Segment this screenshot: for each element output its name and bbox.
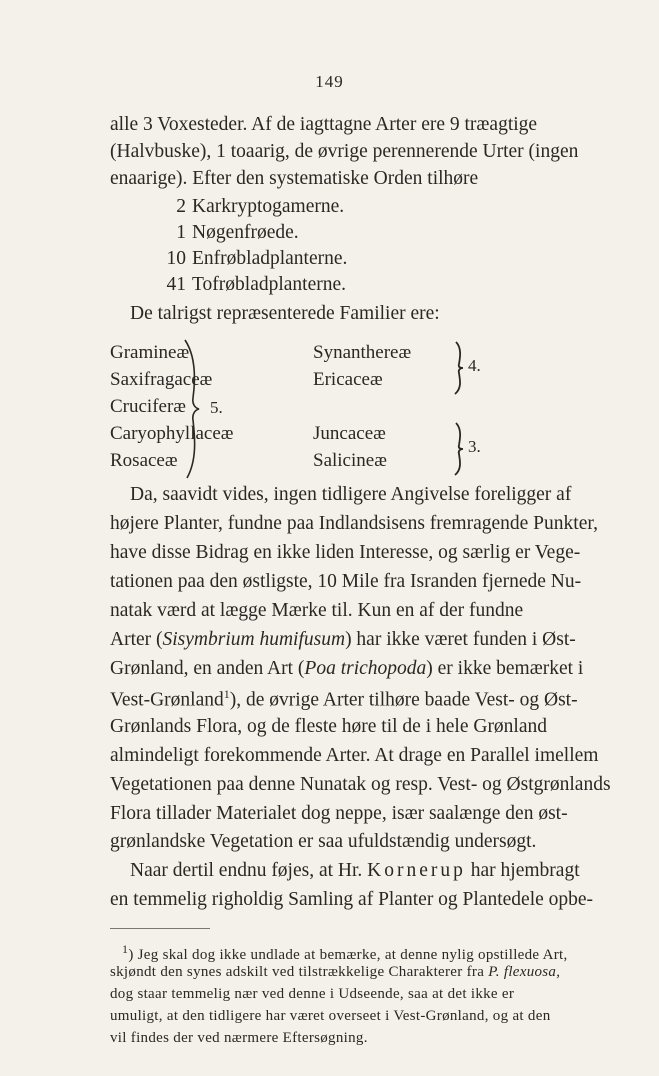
family-name: Cruciferæ xyxy=(110,396,186,417)
intro-line-1: alle 3 Voxesteder. Af de iagttagne Arter ere 9 træagtige xyxy=(110,114,538,135)
count-number: 10 xyxy=(166,248,186,269)
paragraph-line: Grønlands Flora, og de fleste høre til de i hele Grønland xyxy=(110,716,548,737)
family-name: Gramineæ xyxy=(110,342,190,363)
paragraph-line: have disse Bidrag en ikke liden Interesse, og særlig er Vege- xyxy=(110,542,581,563)
footnote-line: umuligt, at den tidligere har været overseet i Vest-Grønland, og at den xyxy=(110,1008,551,1024)
family-count: 4. xyxy=(468,356,481,375)
brace-right-1 xyxy=(452,340,466,396)
count-label: Enfrøbladplanterne. xyxy=(192,248,348,269)
families-intro: De talrigst repræsenterede Familier ere: xyxy=(130,303,440,324)
text-segment: ), de øvrige Arter tilhøre baade Vest- og Øst- xyxy=(229,689,578,711)
family-count: 5. xyxy=(210,398,223,417)
count-number: 2 xyxy=(176,196,186,217)
count-number: 1 xyxy=(176,222,186,243)
count-number: 41 xyxy=(166,274,186,295)
species-name: Poa trichopoda xyxy=(304,658,427,679)
intro-line-3: enaarige). Efter den systematiske Orden tilhøre xyxy=(110,168,479,189)
family-count: 3. xyxy=(468,437,481,456)
intro-line-2: (Halvbuske), 1 toaarig, de øvrige perennerende Urter (ingen xyxy=(110,141,579,162)
count-row xyxy=(160,274,346,296)
text-segment: Grønland, en anden Art ( xyxy=(110,658,305,679)
page-number: 149 xyxy=(315,72,344,91)
paragraph-line: almindeligt forekommende Arter. At drage en Parallel imellem xyxy=(110,745,599,766)
paragraph-line: tationen paa den østligste, 10 Mile fra Isranden fjernede Nu- xyxy=(110,571,582,592)
footnote-rule xyxy=(110,928,210,929)
family-name: Synanthereæ xyxy=(313,342,412,363)
footnote-line: vil findes der ved nærmere Eftersøgning. xyxy=(110,1030,368,1046)
text-segment: Arter ( xyxy=(110,629,163,650)
count-row xyxy=(160,222,299,244)
paragraph-line: Da, saavidt vides, ingen tidligere Angivelse foreligger af xyxy=(130,484,572,505)
paragraph-line: Flora tillader Materialet dog neppe, især saalænge den øst- xyxy=(110,803,568,824)
text-segment: ) er ikke bemærket i xyxy=(426,658,584,679)
footnote-line xyxy=(110,964,560,981)
paragraph-line xyxy=(130,860,580,882)
footnote-line xyxy=(122,942,568,964)
text-segment: skjøndt den synes adskilt ved tilstrækkelige Charakterer fra xyxy=(110,964,489,980)
count-label: Tofrøbladplanterne. xyxy=(192,274,347,295)
person-name: Kornerup xyxy=(367,860,466,881)
text-segment: Naar dertil endnu føjes, at Hr. xyxy=(130,860,368,881)
paragraph-line: natak værd at lægge Mærke til. Kun en af der fundne xyxy=(110,600,524,621)
count-row xyxy=(160,248,347,270)
count-label: Karkryptogamerne. xyxy=(192,196,345,217)
paragraph-line xyxy=(110,687,578,712)
paragraph-line: Vegetationen paa denne Nunatak og resp. Vest- og Østgrønlands xyxy=(110,774,611,795)
family-name: Ericaceæ xyxy=(313,369,383,390)
family-name: Salicineæ xyxy=(313,450,387,471)
count-row xyxy=(160,196,344,218)
brace-left xyxy=(183,338,205,480)
species-name: P. flexuosa, xyxy=(488,964,561,980)
family-name: Rosaceæ xyxy=(110,450,178,471)
paragraph-line: en temmelig righoldig Samling af Planter og Plantedele opbe- xyxy=(110,889,594,910)
paragraph-line xyxy=(110,658,583,680)
text-segment: ) har ikke været funden i Øst- xyxy=(345,629,576,650)
brace-right-2 xyxy=(452,421,466,477)
footnote-ref: 1 xyxy=(223,687,230,701)
family-name: Caryophyllaceæ xyxy=(110,423,234,444)
paragraph-line: højere Planter, fundne paa Indlandsisens fremragende Punkter, xyxy=(110,513,598,534)
paragraph-line: grønlandske Vegetation er saa ufuldstændig undersøgt. xyxy=(110,831,537,852)
text-segment: har hjembragt xyxy=(465,860,580,881)
text-segment: Vest-Grønland xyxy=(110,689,224,711)
count-label: Nøgenfrøede. xyxy=(192,222,299,243)
footnote-line: dog staar temmelig nær ved denne i Udseende, saa at det ikke er xyxy=(110,986,515,1002)
family-name: Saxifragaceæ xyxy=(110,369,213,390)
text-segment: ) Jeg skal dog ikke undlade at bemærke, at denne nylig opstillede Art, xyxy=(128,947,568,963)
family-name: Juncaceæ xyxy=(313,423,386,444)
species-name: Sisymbrium humifusum xyxy=(162,629,346,650)
paragraph-line xyxy=(110,629,576,651)
footnote-mark: 1 xyxy=(122,942,129,956)
